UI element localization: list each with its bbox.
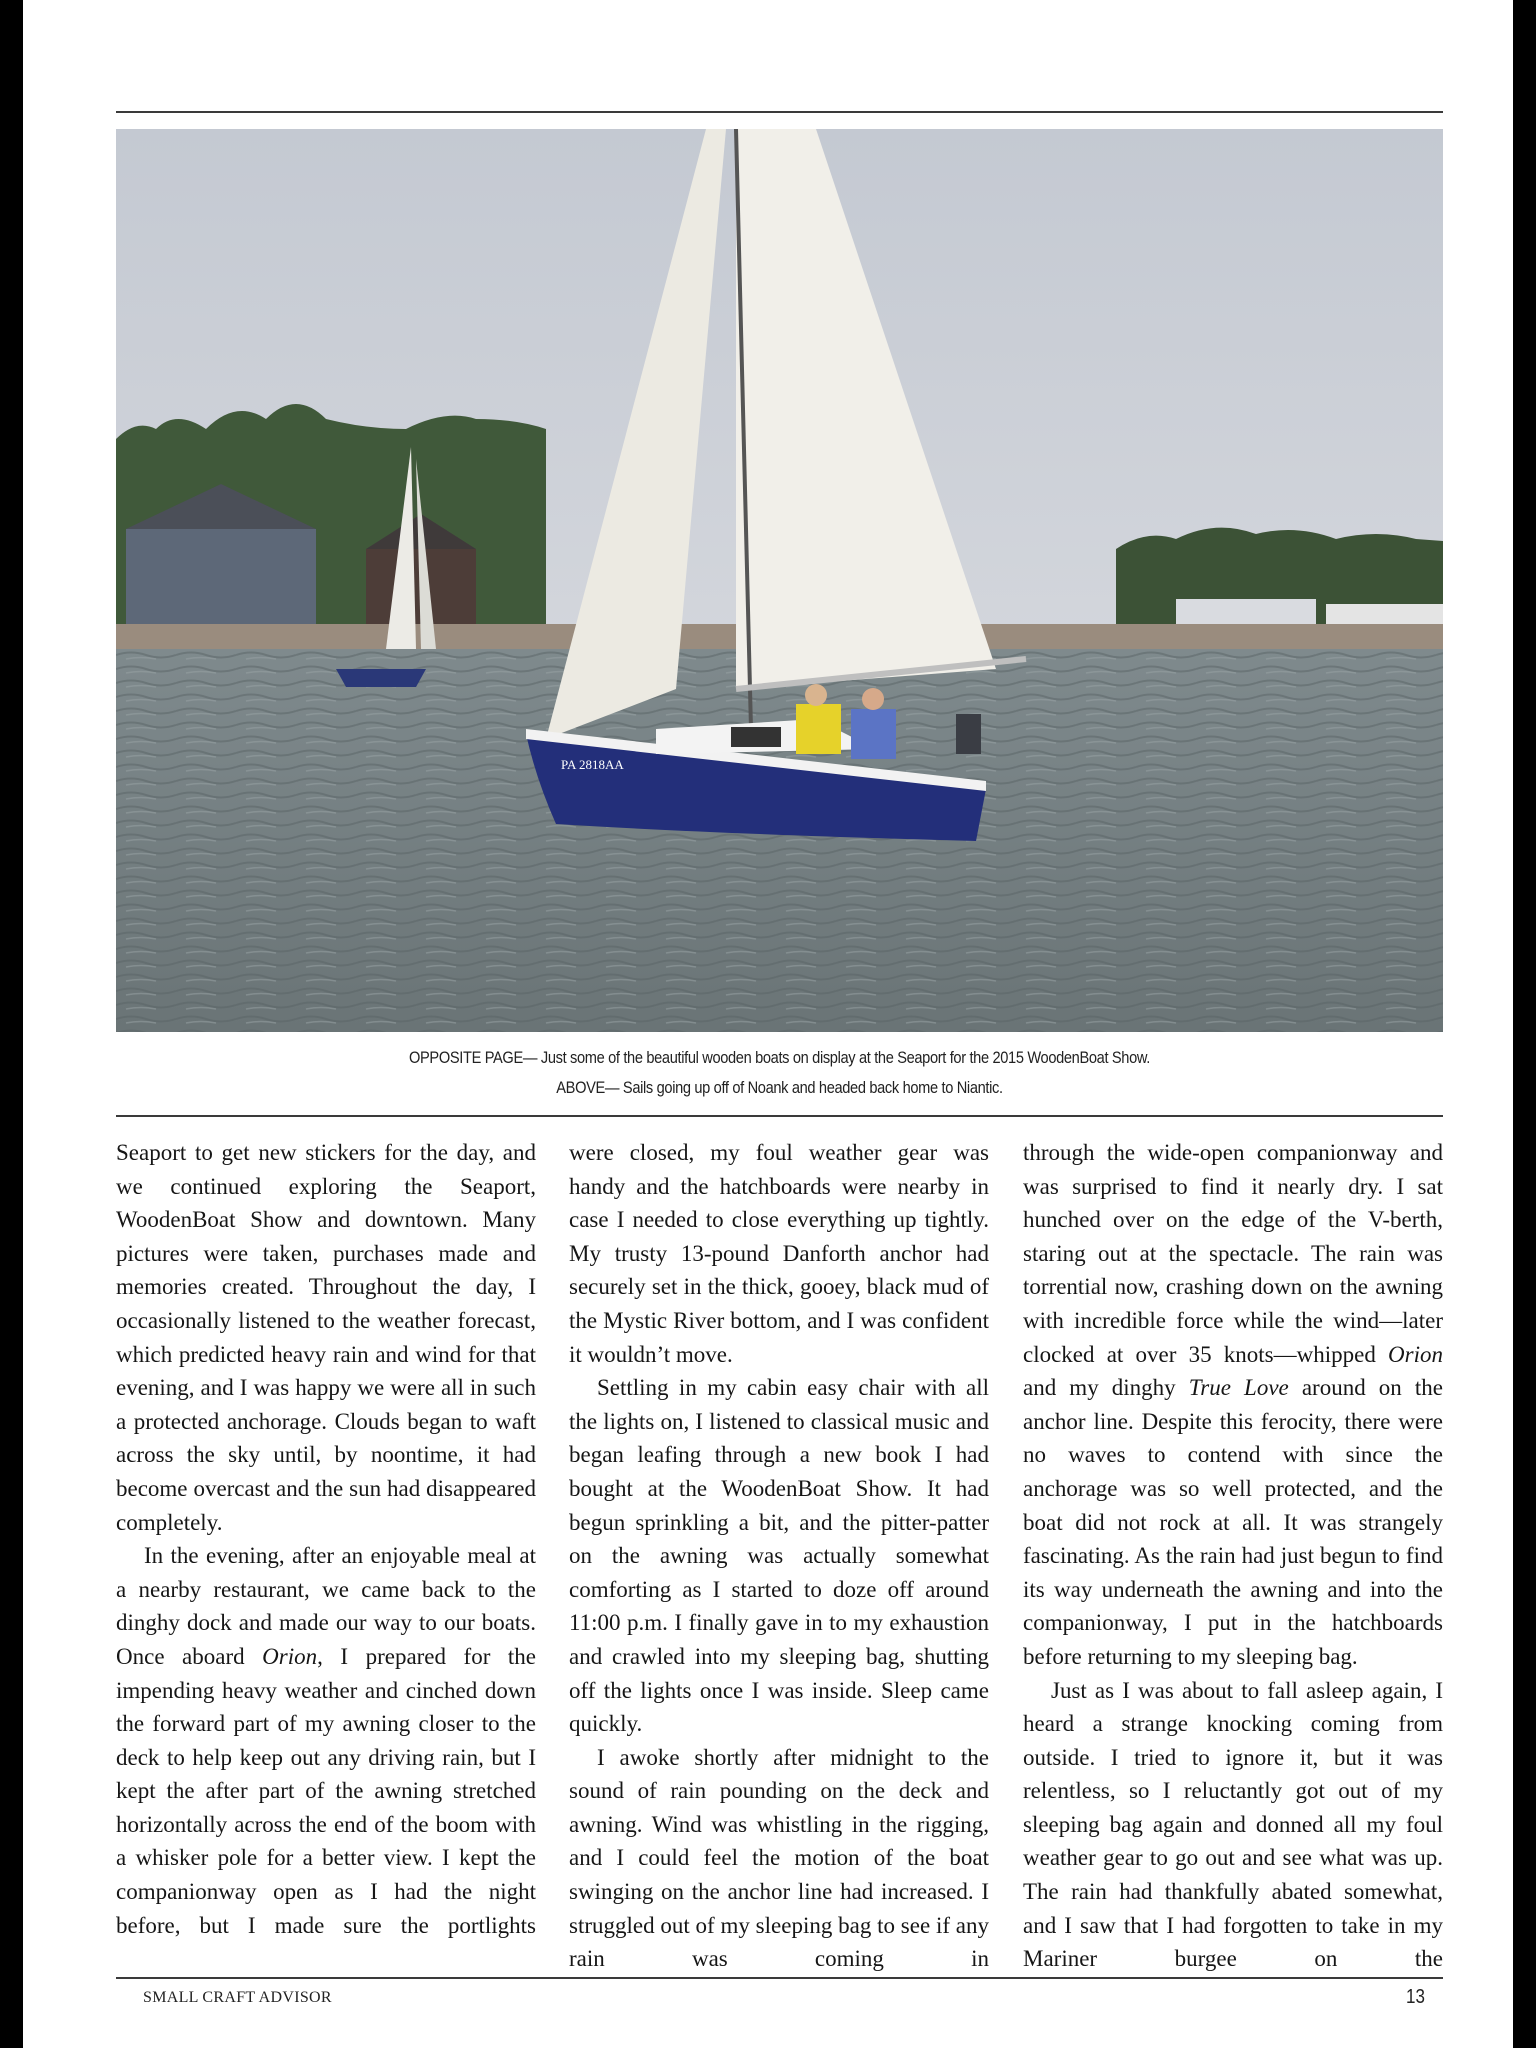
paragraph-text: , I prepared for the impending heavy weather and cinched down the forward part of my awning closer to the deck to help keep out any driving rain, but I kept the after part of the awning stretched horizontally across the end of the boom with a whisker pole for a better view. I kept the companionway open as I had the night before, but I made sure the portlights <box>116 1643 536 1938</box>
article-paragraph <box>569 1136 989 1371</box>
paragraph-text: and my dinghy <box>1023 1375 1189 1401</box>
publication-name: SMALL CRAFT ADVISOR <box>143 1989 332 2006</box>
boat-name: Orion <box>262 1643 318 1669</box>
magazine-page <box>23 0 1513 2048</box>
boat-name: Orion <box>1388 1341 1443 1367</box>
article-paragraph <box>569 1371 989 1741</box>
crew-yellow <box>796 704 841 754</box>
article-paragraph <box>1023 1674 1443 1976</box>
paragraph-text: Just as I was about to fall asleep again, I heard a strange knocking coming from outside. I tried to ignore it, but it was relentless, so I reluctantly got out of my sleeping bag again and donned all my foul weather gear to go out and see what was up. The rain had thankfully abated somewhat, and I saw that I had forgotten to take in my Mariner burgee on the <box>1023 1677 1443 1972</box>
article-column-3 <box>1023 1136 1443 1976</box>
paragraph-text: In the evening, after an enjoyable meal at a nearby restaurant, we came back to the dinghy dock and made our way to our boats. Once aboard <box>116 1543 536 1669</box>
boat-name: True Love <box>1188 1375 1289 1401</box>
footer-rule <box>116 1977 1443 1979</box>
paragraph-text: around on the anchor line. Despite this ferocity, there were no waves to contend with since the anchorage was so well protected, and the boat did not rock at all. It was strangely fascinating. As the rain had just begun to find its way underneath the awning and into the companionway, I put in the hatchboards before returning to my sleeping bag. <box>1023 1375 1443 1669</box>
caption-rule <box>116 1115 1443 1117</box>
paragraph-text: I awoke shortly after midnight to the sound of rain pounding on the deck and awning. Wind was whistling in the rigging, and I could feel the motion of the boat swinging on the anchor line had increased. I struggled out of my sleeping bag to see if any rain was coming in <box>569 1744 989 1972</box>
paragraph-text: Settling in my cabin easy chair with all the lights on, I listened to classical music and began leafing through a new book I had bought at the WoodenBoat Show. It had begun sprinkling a bit, and the pitter-patter on the awning was actually somewhat comforting as I started to doze off around 11:00 p.m. I finally gave in to my exhaustion and crawled into my sleeping bag, shutting off the lights once I was inside. Sleep came quickly. <box>569 1375 989 1737</box>
photo-illustration <box>116 129 1443 1032</box>
page-number: 13 <box>1406 1986 1425 2008</box>
sailboat-photo <box>116 129 1443 1032</box>
paragraph-text: through the wide-open companionway and was surprised to find it nearly dry. I sat hunched over on the edge of the V-berth, staring out at the spectacle. The rain was torrential now, crashing down on the awning with incredible force while the wind—later clocked at over 35 knots—whipped <box>1023 1140 1443 1367</box>
top-rule <box>116 111 1443 113</box>
article-paragraph <box>116 1136 536 1539</box>
photo-caption-opposite: OPPOSITE PAGE— Just some of the beautiful wooden boats on display at the Seaport for the 2015 WoodenBoat Show. <box>408 1048 1150 1067</box>
article-column-2 <box>569 1136 989 1976</box>
article-column-1 <box>116 1136 536 1942</box>
paragraph-text: Seaport to get new stickers for the day, and we continued exploring the Seaport, WoodenBoat Show and downtown. Many pictures were taken, purchases made and memories created. Throughout the day, I occasionally listened to the weather forecast, which predicted heavy rain and wind for that evening, and I was happy we were all in such a protected anchorage. Clouds began to waft across the sky until, by noontime, it had become overcast and the sun had disappeared completely. <box>116 1140 536 1535</box>
crew-blue <box>851 709 896 759</box>
article-paragraph <box>569 1741 989 1976</box>
outboard-motor <box>956 714 981 754</box>
article-paragraph <box>116 1539 536 1942</box>
photo-caption-above: ABOVE— Sails going up off of Noank and headed back home to Niantic. <box>556 1078 1003 1097</box>
paragraph-text: were closed, my foul weather gear was handy and the hatchboards were nearby in case I needed to close everything up tightly. My trusty 13-pound Danforth anchor had securely set in the thick, gooey, black mud of the Mystic River bottom, and I was confident it wouldn’t move. <box>569 1140 989 1367</box>
hull-registration: PA 2818AA <box>561 757 624 772</box>
article-paragraph <box>1023 1136 1443 1674</box>
